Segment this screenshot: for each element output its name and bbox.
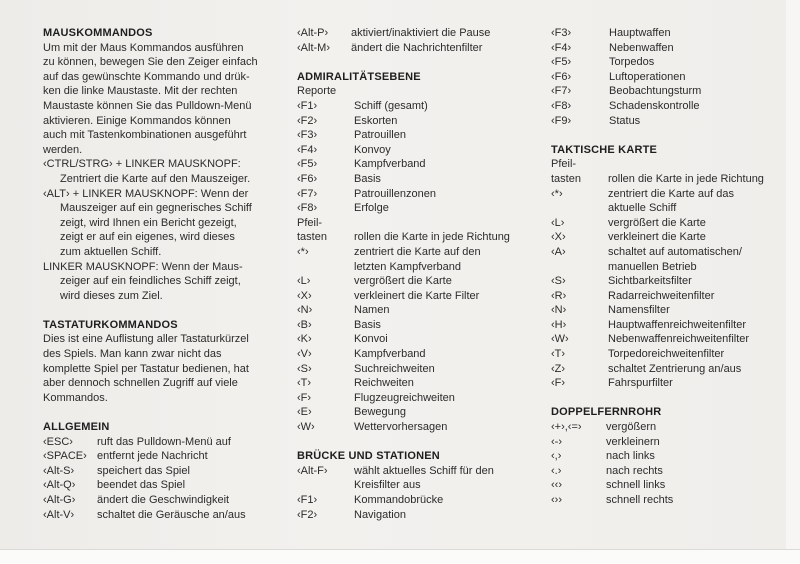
ctrl-mouse-desc: Zentriert die Karte auf den Mauszeiger. [60,172,251,185]
section-heading-taktisch: TAKTISCHE KARTE [551,143,658,156]
key-label: ‹X› [297,289,312,302]
key-description: speichert das Spiel [97,464,190,477]
key-row [297,230,529,245]
key-label: ‹F› [297,391,312,404]
column-3 [551,26,783,508]
page-edge-right [786,0,800,563]
key-label: ‹F1› [297,99,318,112]
key-row [297,332,529,347]
key-label: ‹F3› [551,27,572,39]
key-description: beendet das Spiel [97,479,186,492]
key-label: ‹S› [297,362,312,375]
key-description: Torpedoreichweitenfilter [608,348,725,361]
key-description: Erfolge [354,202,389,215]
key-label: Pfeil- [297,216,323,229]
key-label: ‹Alt-Q› [43,479,76,492]
key-description: Kampfverband [354,158,426,171]
key-row [297,508,529,523]
paragraph-line: Dies ist eine Auflistung aller Tastaturkürzel [43,333,249,346]
key-label: ‹Alt-M› [297,41,330,54]
key-row [43,435,275,450]
column-2 [297,26,529,522]
key-label: ‹F4› [551,41,572,54]
key-description: rollen die Karte in jede Richtung [608,172,764,185]
key-description: Namen [354,304,390,317]
key-row [297,26,529,41]
general-keys-list [297,26,529,55]
page-edge-bottom [0,549,800,564]
key-row [551,420,783,435]
key-label: ‹-› [551,435,562,448]
key-row [297,128,529,143]
key-description: verkleinert die Karte Filter [354,289,480,302]
key-label: ‹*› [551,187,563,200]
key-label: ‹F9› [551,114,572,127]
key-label: ‹F4› [297,143,318,156]
key-label: ‹N› [297,304,313,317]
key-row [297,347,529,362]
paragraph-line: Um mit der Maus Kommandos ausführen [43,41,244,54]
key-label: ‹S› [551,275,566,288]
key-label: ‹F6› [551,70,572,83]
key-description: Kampfverband [354,348,426,361]
key-row [297,405,529,420]
key-row [297,143,529,158]
key-row [551,84,783,99]
key-description: ruft das Pulldown-Menü auf [97,435,231,448]
key-label: ‹N› [551,304,567,317]
key-label: ‹F8› [551,99,572,112]
key-label: ‹Alt-S› [43,464,75,477]
key-row [297,172,529,187]
key-label: ‹*› [297,245,309,258]
paragraph-line: Maustaste können Sie das Pulldown-Menü [43,99,252,112]
key-label: ‹W› [297,421,315,434]
key-row [297,493,529,508]
key-row [297,303,529,318]
key-label: ‹X› [551,231,566,244]
key-description: zentriert die Karte auf den [354,245,481,258]
key-label: ‹F5› [297,158,318,171]
key-label: ‹F1› [297,494,318,506]
key-row [551,26,783,41]
doppel-keys-list [551,420,783,508]
key-label: ‹F8› [297,202,318,215]
left-mouse-desc: zeiger auf ein feindliches Schiff zeigt, [60,275,241,288]
key-label: ‹B› [297,318,312,331]
key-row [43,493,275,508]
key-label: ‹F2› [297,114,318,127]
key-description: schnell links [606,479,666,492]
key-description: Konvoi [354,333,388,346]
key-description: Navigation [354,508,406,521]
key-row [297,245,529,260]
key-description: schnell rechts [606,494,674,506]
key-row [551,55,783,70]
key-row [43,508,275,523]
key-description: Luftoperationen [609,70,686,83]
key-description: Wettervorhersagen [354,421,448,434]
key-description: manuellen Betrieb [608,260,697,273]
key-label: ‹L› [551,216,565,229]
key-description: entfernt jede Nachricht [97,450,208,463]
key-description: Basis [354,318,381,331]
key-label: ‹W› [551,333,569,346]
key-row [551,478,783,493]
station-keys-list [551,26,783,128]
section-heading-tastatur: TASTATURKOMMANDOS [43,318,178,331]
key-description: Flugzeugreichweiten [354,391,455,404]
key-description: Hauptwaffenreichweitenfilter [608,318,746,331]
key-description: Radarreichweitenfilter [608,289,715,302]
key-row [551,376,783,391]
key-row [551,157,783,172]
section-heading-bruecke: BRÜCKE UND STATIONEN [297,450,440,463]
key-label: ‹K› [297,333,312,346]
key-row [297,99,529,114]
key-row [297,216,529,231]
key-row [551,172,783,187]
paragraph-line: auf das gewünschte Kommando und drük- [43,70,250,83]
key-label: ‹F5› [551,56,572,69]
key-description: nach rechts [606,464,663,477]
key-row [551,187,783,202]
key-description: Namensfilter [608,304,670,317]
key-description: schaltet Zentrierung an/aus [608,362,742,375]
key-row [297,318,529,333]
key-description: verkleinern [606,435,660,448]
key-description: Basis [354,172,381,185]
paragraph-line: zu können, bewegen Sie den Zeiger einfach [43,56,258,69]
key-description: vergößern [606,421,657,434]
key-label: ‹F7› [297,187,318,200]
key-description: Schadenskontrolle [609,99,700,112]
key-description: Schiff (gesamt) [354,99,428,112]
key-description: Eskorten [354,114,398,127]
key-description: Patrouillenzonen [354,187,436,200]
key-description: schaltet die Geräusche an/aus [97,508,246,521]
key-row [297,376,529,391]
section-heading-doppelfernrohr: DOPPELFERNROHR [551,406,662,419]
key-row [297,260,529,275]
key-label: ‹F7› [551,85,572,98]
key-label: ‹F› [551,377,566,390]
key-label: ‹›› [551,494,562,506]
key-label: ‹E› [297,406,312,419]
key-label: ‹F6› [297,172,318,185]
key-label: ‹+›,‹=› [551,421,582,434]
key-description: Beobachtungsturm [609,85,702,98]
key-label: ‹.› [551,464,562,477]
key-description: schaltet auf automatischen/ [608,245,742,258]
key-row [297,464,529,479]
key-label: tasten [551,172,581,185]
allgemein-list [43,435,275,523]
key-description: nach links [606,450,655,463]
paragraph-line: aber dennoch schnellen Zugriff auf viele [43,377,238,390]
key-row [297,201,529,216]
key-row [551,70,783,85]
key-label: ‹Alt-P› [297,27,329,39]
alt-mouse-label: ‹ALT› + LINKER MAUSKNOPF: Wenn der [43,187,249,200]
key-row [297,187,529,202]
key-row [551,216,783,231]
admiral-keys-list [297,99,529,435]
key-label: ‹T› [551,348,566,361]
key-description: aktuelle Schiff [608,202,677,215]
alt-mouse-desc: Mauszeiger auf ein gegnerisches Schiff [60,202,252,215]
key-description: zentriert die Karte auf das [608,187,734,200]
key-description: Bewegung [354,406,406,419]
paragraph-line: aktivieren. Einige Kommandos können [43,114,231,127]
subheading-reporte: Reporte [297,85,337,98]
key-row [297,41,529,56]
key-row [43,478,275,493]
key-description: Fahrspurfilter [608,377,673,390]
key-description: ändert die Nachrichtenfilter [351,41,483,54]
key-row [297,391,529,406]
key-description: Kreisfilter aus [354,479,421,492]
section-heading-allgemein: ALLGEMEIN [43,421,110,434]
key-row [551,435,783,450]
key-description: Nebenwaffenreichweitenfilter [608,333,750,346]
bruecke-keys-list [297,464,529,522]
alt-mouse-desc: zum aktuellen Schiff. [60,245,162,258]
taktisch-keys-list [551,157,783,391]
key-description: Hauptwaffen [609,27,671,39]
key-label: ‹F2› [297,508,318,521]
key-description: Patrouillen [354,129,406,142]
key-label: ‹ESC› [43,435,73,448]
key-row [551,289,783,304]
paragraph-line: auch mit Tastenkombinationen ausgeführt [43,129,247,142]
key-row [297,362,529,377]
key-row [297,289,529,304]
key-row [551,449,783,464]
key-row [297,114,529,129]
key-description: aktiviert/inaktiviert die Pause [351,27,491,39]
key-description: vergrößert die Karte [354,275,452,288]
key-row [551,347,783,362]
paragraph-line: Kommandos. [43,391,108,404]
section-heading-mauskommandos: MAUSKOMMANDOS [43,27,153,39]
key-label: ‹Alt-G› [43,494,76,506]
key-label: ‹R› [551,289,567,302]
key-row [551,318,783,333]
key-label: ‹,› [551,450,562,463]
key-label: ‹‹› [551,479,562,492]
key-row [551,114,783,129]
key-label: ‹L› [297,275,311,288]
key-label: ‹A› [551,245,566,258]
key-row [551,201,783,216]
key-row [551,260,783,275]
key-label: ‹Alt-F› [297,464,328,477]
section-heading-admiralitaet: ADMIRALITÄTSEBENE [297,70,421,83]
key-description: verkleinert die Karte [608,231,706,244]
key-row [297,478,529,493]
key-description: Torpedos [609,56,655,69]
column-1 [43,26,275,522]
alt-mouse-desc: zeigt, wird Ihnen ein Bericht gezeigt, [60,216,237,229]
key-description: Nebenwaffen [609,41,674,54]
key-row [43,464,275,479]
key-description: Konvoy [354,143,391,156]
key-description: letzten Kampfverband [354,260,462,273]
key-row [551,230,783,245]
key-description: Sichtbarkeitsfilter [608,275,692,288]
key-description: rollen die Karte in jede Richtung [354,231,510,244]
key-label: ‹F3› [297,129,318,142]
key-label: tasten [297,231,327,244]
paragraph-line: komplette Spiel per Tastatur bedienen, hat [43,362,249,375]
key-row [551,332,783,347]
key-description: Reichweiten [354,377,414,390]
key-row [551,99,783,114]
ctrl-mouse-label: ‹CTRL/STRG› + LINKER MAUSKNOPF: [43,158,241,171]
key-label: ‹V› [297,348,312,361]
key-label: ‹T› [297,377,312,390]
key-row [551,464,783,479]
key-row [297,157,529,172]
key-row [297,420,529,435]
key-row [551,493,783,508]
key-row [551,245,783,260]
key-description: Status [609,114,641,127]
paragraph-line: des Spiels. Man kann zwar nicht das [43,348,222,361]
left-mouse-label: LINKER MAUSKNOPF: Wenn der Maus- [43,260,243,273]
key-row [551,274,783,289]
key-label: ‹Z› [551,362,566,375]
key-description: vergrößert die Karte [608,216,706,229]
key-description: Suchreichweiten [354,362,435,375]
key-label: Pfeil- [551,158,577,171]
key-row [551,41,783,56]
paragraph-line: ken die linke Maustaste. Mit der rechten [43,85,238,98]
key-label: ‹SPACE› [43,450,87,463]
left-mouse-desc: wird dieses zum Ziel. [60,289,163,302]
key-row [551,362,783,377]
key-description: Kommandobrücke [354,494,444,506]
key-row [551,303,783,318]
paragraph-line: werden. [43,143,83,156]
key-row [43,449,275,464]
key-label: ‹H› [551,318,567,331]
alt-mouse-desc: zeigt er auf ein eigenes, wird dieses [60,231,235,244]
key-description: ändert die Geschwindigkeit [97,494,230,506]
key-row [297,274,529,289]
key-description: wählt aktuelles Schiff für den [354,464,494,477]
key-label: ‹Alt-V› [43,508,75,521]
